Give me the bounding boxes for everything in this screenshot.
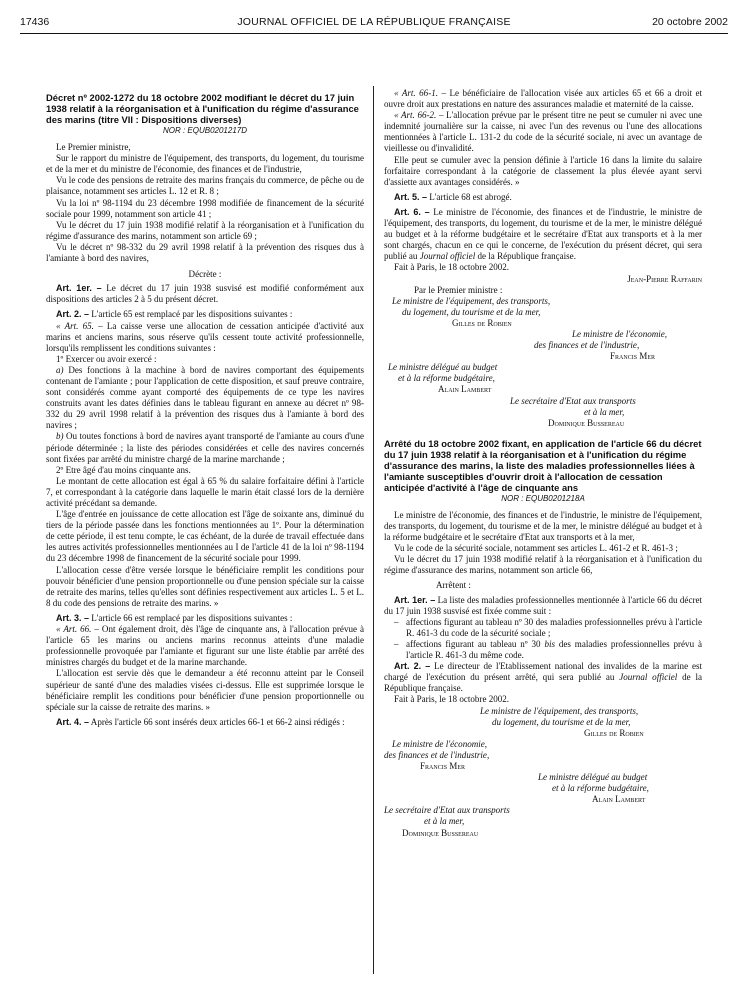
decree-p2: Sur le rapport du ministre de l'équipement, des transports, du logement, du tourisme et de la mer et du ministre de l'économie, des finances et de l'industrie, [46,153,364,175]
arrete-arretent: Arrêtent : [436,580,471,591]
decree-min-eco-2: des finances et de l'industrie, [534,340,640,351]
decree-sec-2: et à la mer, [584,406,625,417]
arrete-p2: Vu le code de la sécurité sociale, notamment ses articles L. 461-2 et R. 461-3 ; [394,543,678,554]
arrete-title: Arrêté du 18 octobre 2002 fixant, en application de l'article 66 du décret du 17 juin 1938 relatif à la réorganisation et à l'unification du régime d'assurance des marins, la liste des maladies professionnelles liées à l'amiante susceptibles d'ouvrir droit à l'allocation de cessation anticipée d'activité à l'âge de cinquante ans [384,437,702,493]
decree-name-bussereau: Dominique Bussereau [548,417,625,428]
decree-cb: b) Ou toutes fonctions à bord de navires ayant transporté de l'amiante au cours d'une période déterminée ; la liste des périodes considérées et celle des navires concernés sont fixées par arrêté du ministre chargé de la marine marchande ; [46,431,364,464]
header-rule [20,33,728,34]
decree-m2: L'âge d'entrée en jouissance de cette allocation est l'âge de soixante ans, diminué du tiers de la période passée dans les fonctions mentionnées au 1º. Pour la détermination de cette période, il est tenu compte, le cas échéant, de la durée de travail effectuée dans les autres activités professionnelles mentionnées au I de l'article 41 de la loi nº 98-1194 du 23 décembre 1998 de financement de la sécurité sociale pour 1999. [46,509,364,564]
decree-min-equip-2: du logement, du tourisme et de la mer, [402,306,541,317]
arrete-name-robien: Gilles de Robien [584,727,644,738]
arrete-art2: Art. 2. – Le directeur de l'Etablissement national des invalides de la marine est chargé de l'exécution du présent arrêté, qui sera publié au Journal officiel de la République française. [384,661,703,694]
arrete-min-eco-1: Le ministre de l'économie, [392,738,488,749]
arrete-min-budget-2: et à la réforme budgétaire, [552,783,649,794]
decree-p5: Vu le décret du 17 juin 1938 modifié relatif à la réorganisation et à l'unification du régime d'assurance des marins, notamment son article 69 ; [46,219,364,241]
arrete-fait: Fait à Paris, le 18 octobre 2002. [394,694,510,705]
arrete-name-lambert: Alain Lambert [592,794,646,805]
arrete-min-eco-2: des finances et de l'industrie, [384,749,490,760]
arrete-name-bussereau: Dominique Bussereau [402,827,479,838]
list-item: – affections figurant au tableau nº 30 des maladies professionnelles prévu à l'article R. 461-3 du code de la sécurité sociale ; [394,617,702,639]
decree-art4: Art. 4. – Après l'article 66 sont insérés deux articles 66-1 et 66-2 ainsi rédigés : [56,716,345,727]
list-item: – affections figurant au tableau nº 30 bis des maladies professionnelles prévu à l'article R. 461-3 du même code. [394,639,702,661]
arrete-sec-2: et à la mer, [424,816,465,827]
decree-name-lambert: Alain Lambert [438,384,492,395]
decree-ca: a) Des fonctions à la machine à bord de navires comportant des équipements contenant de l'amiante ; pour l'application de cette disposition, et sauf preuve contraire, sont considérés comme ayant comporté des équipements de ce type les navires construits avant les dates définies dans le tableau figurant en annexe au décret nº 98-332 du 29 avril 1998 relatif à la prévention des risques dus à l'amiante à bord des navires ; [46,364,364,431]
decree-m3: L'allocation cesse d'être versée lorsque le bénéficiaire remplit les conditions pour pouvoir bénéficier d'une pension proportionnelle ou d'une pension spéciale sur la caisse de retraite des marins, telles qu'elles sont définies respectivement aux articles L. 5 et L. 8 du code des pensions de retraite des marins. » [46,564,364,608]
arrete-min-budget-1: Le ministre délégué au budget [538,772,648,783]
decree-m5: Elle peut se cumuler avec la pension définie à l'article 16 dans la limite du salaire forfaitaire correspondant à la catégorie de classement la plus élevée ayant servi d'assiette aux avantages considérés. » [384,154,702,187]
decree-m1: Le montant de cette allocation est égal à 65 % du salaire forfaitaire défini à l'article 7, et correspondant à la catégorie dans laquelle le marin était classé lors de la dernière activité précédant sa demande. [46,475,364,508]
decree-sig-pm: Jean-Pierre Raffarin [627,273,702,284]
arrete-art1: Art. 1er. – La liste des maladies professionnelles mentionnée à l'article 66 du décret du 17 juin 1938 susvisé est fixée comme suit : [384,594,703,616]
arrete-sec-1: Le secrétaire d'Etat aux transports [384,805,510,816]
page-number: 17436 [20,16,50,28]
arrete-p1: Le ministre de l'économie, des finances et de l'industrie, le ministre de l'équipement, des transports, du logement, du tourisme et de la mer, le ministre délégué au budget et à la réforme budgétaire et le secrétaire d'Etat aux transports et à la mer, [384,509,702,543]
decree-p6: Vu le décret nº 98-332 du 29 avril 1998 relatif à la prévention des risques dus à l'amiante à bord des navires, [46,241,364,264]
decree-min-budget-1: Le ministre délégué au budget [388,362,498,373]
decree-m4: L'allocation est servie dès que le demandeur a été reconnu atteint par le Conseil supérieur de santé d'une des maladies visées ci-dessus. Elle est supprimée lorsque le bénéficiaire remplit les conditions pour bénéficier d'une pension proportionnelle ou spéciale sur la caisse de retraite des marins. » [46,668,364,712]
arrete-name-mer: Francis Mer [420,760,466,771]
journal-title: JOURNAL OFFICIEL DE LA RÉPUBLIQUE FRANÇAISE [237,16,511,28]
decree-min-equip-1: Le ministre de l'équipement, des transports, [392,295,551,306]
right-column [384,88,702,839]
arrete-nor: NOR : EQUB0201218A [501,493,585,503]
decree-art661: « Art. 66-1. – Le bénéficiaire de l'allocation visée aux articles 65 et 66 a droit et ouvre droit aux prestations en nature des assurances maladie et maternité de la caisse. [384,88,702,110]
arrete-list [394,617,702,661]
arrete-min-equip-1: Le ministre de l'équipement, des transports, [480,705,639,716]
decree-nor: NOR : EQUB0201217D [162,126,248,135]
decree-min-eco-1: Le ministre de l'économie, [572,328,668,339]
decree-c1: 1º Exercer ou avoir exercé : [56,353,157,364]
decree-decrete: Décrète : [188,269,222,280]
decree-min-budget-2: et à la réforme budgétaire, [398,373,495,384]
decree-name-robien: Gilles de Robien [452,317,512,328]
decree-art65: « Art. 65. – La caisse verse une allocation de cessation anticipée d'activité aux marins et anciens marins, sous réserve qu'ils cessent toute activité professionnelle, lorsqu'ils remplissent les conditions suivantes : [46,320,365,353]
decree-art66: « Art. 66. – Ont également droit, dès l'âge de cinquante ans, à l'allocation prévue à l'article 65 les marins ou anciens marins reconnus atteints d'une maladie professionnelle provoquée par l'amiante et figurant sur une liste établie par arrêté des ministres chargés du budget et de la marine marchande. [46,624,365,668]
decree-art6: Art. 6. – Le ministre de l'économie, des finances et de l'industrie, le ministre de l'équipement, des transports, du logement, du tourisme et de la mer, le ministre délégué au budget et à la réforme budgétaire et le secrétaire d'Etat aux transports et à la mer sont chargés, chacun en ce qui le concerne, de l'exécution du présent décret, qui sera publié au Journal officiel de la République française. [384,206,703,262]
decree-art3: Art. 3. – L'article 66 est remplacé par les dispositions suivantes : [56,612,293,623]
arrete-p3: Vu le décret du 17 juin 1938 modifié relatif à la réorganisation et à l'unification du régime d'assurance des marins, notamment son article 66, [384,554,702,576]
decree-art2: Art. 2. – L'article 65 est remplacé par les dispositions suivantes : [56,309,293,320]
decree-art662: « Art. 66-2. – L'allocation prévue par le présent titre ne peut se cumuler ni avec une indemnité journalière sur la caisse, ni avec l'un des revenus ou l'une des allocations mentionnées à l'article L. 131-2 du code de la sécurité sociale, ni avec un avantage de vieillesse ou d'invalidité. [384,110,702,154]
decree-title: Décret nº 2002-1272 du 18 octobre 2002 modifiant le décret du 17 juin 1938 relatif à la réorganisation et à l'unification du régime d'assurance des marins (titre VII : Dispositions diverses) [46,92,359,125]
decree-p1: Le Premier ministre, [56,142,131,153]
decree-fait: Fait à Paris, le 18 octobre 2002. [394,262,510,273]
decree-p3: Vu le code des pensions de retraite des marins français du commerce, de pêche ou de plaisance, notamment ses articles L. 12 et R. 8 ; [46,175,364,197]
decree-c2: 2º Etre âgé d'au moins cinquante ans. [56,464,191,475]
page-header [20,14,728,30]
decree-par-pm: Par le Premier ministre : [414,284,503,295]
decree-sec-1: Le secrétaire d'Etat aux transports [510,395,636,406]
arrete-min-equip-2: du logement, du tourisme et de la mer, [492,716,631,727]
decree-name-mer: Francis Mer [610,351,656,362]
decree-art1: Art. 1er. – Le décret du 17 juin 1938 susvisé est modifié conformément aux dispositions des articles 2 à 5 du présent décret. [46,283,364,305]
decree-art5: Art. 5. – L'article 68 est abrogé. [394,191,512,202]
left-column [46,88,364,728]
column-divider [373,86,374,974]
decree-p4: Vu la loi nº 98-1194 du 23 décembre 1998 modifiée de financement de la sécurité sociale pour 1999, notamment son article 41 ; [46,197,364,219]
issue-date: 20 octobre 2002 [652,16,728,28]
